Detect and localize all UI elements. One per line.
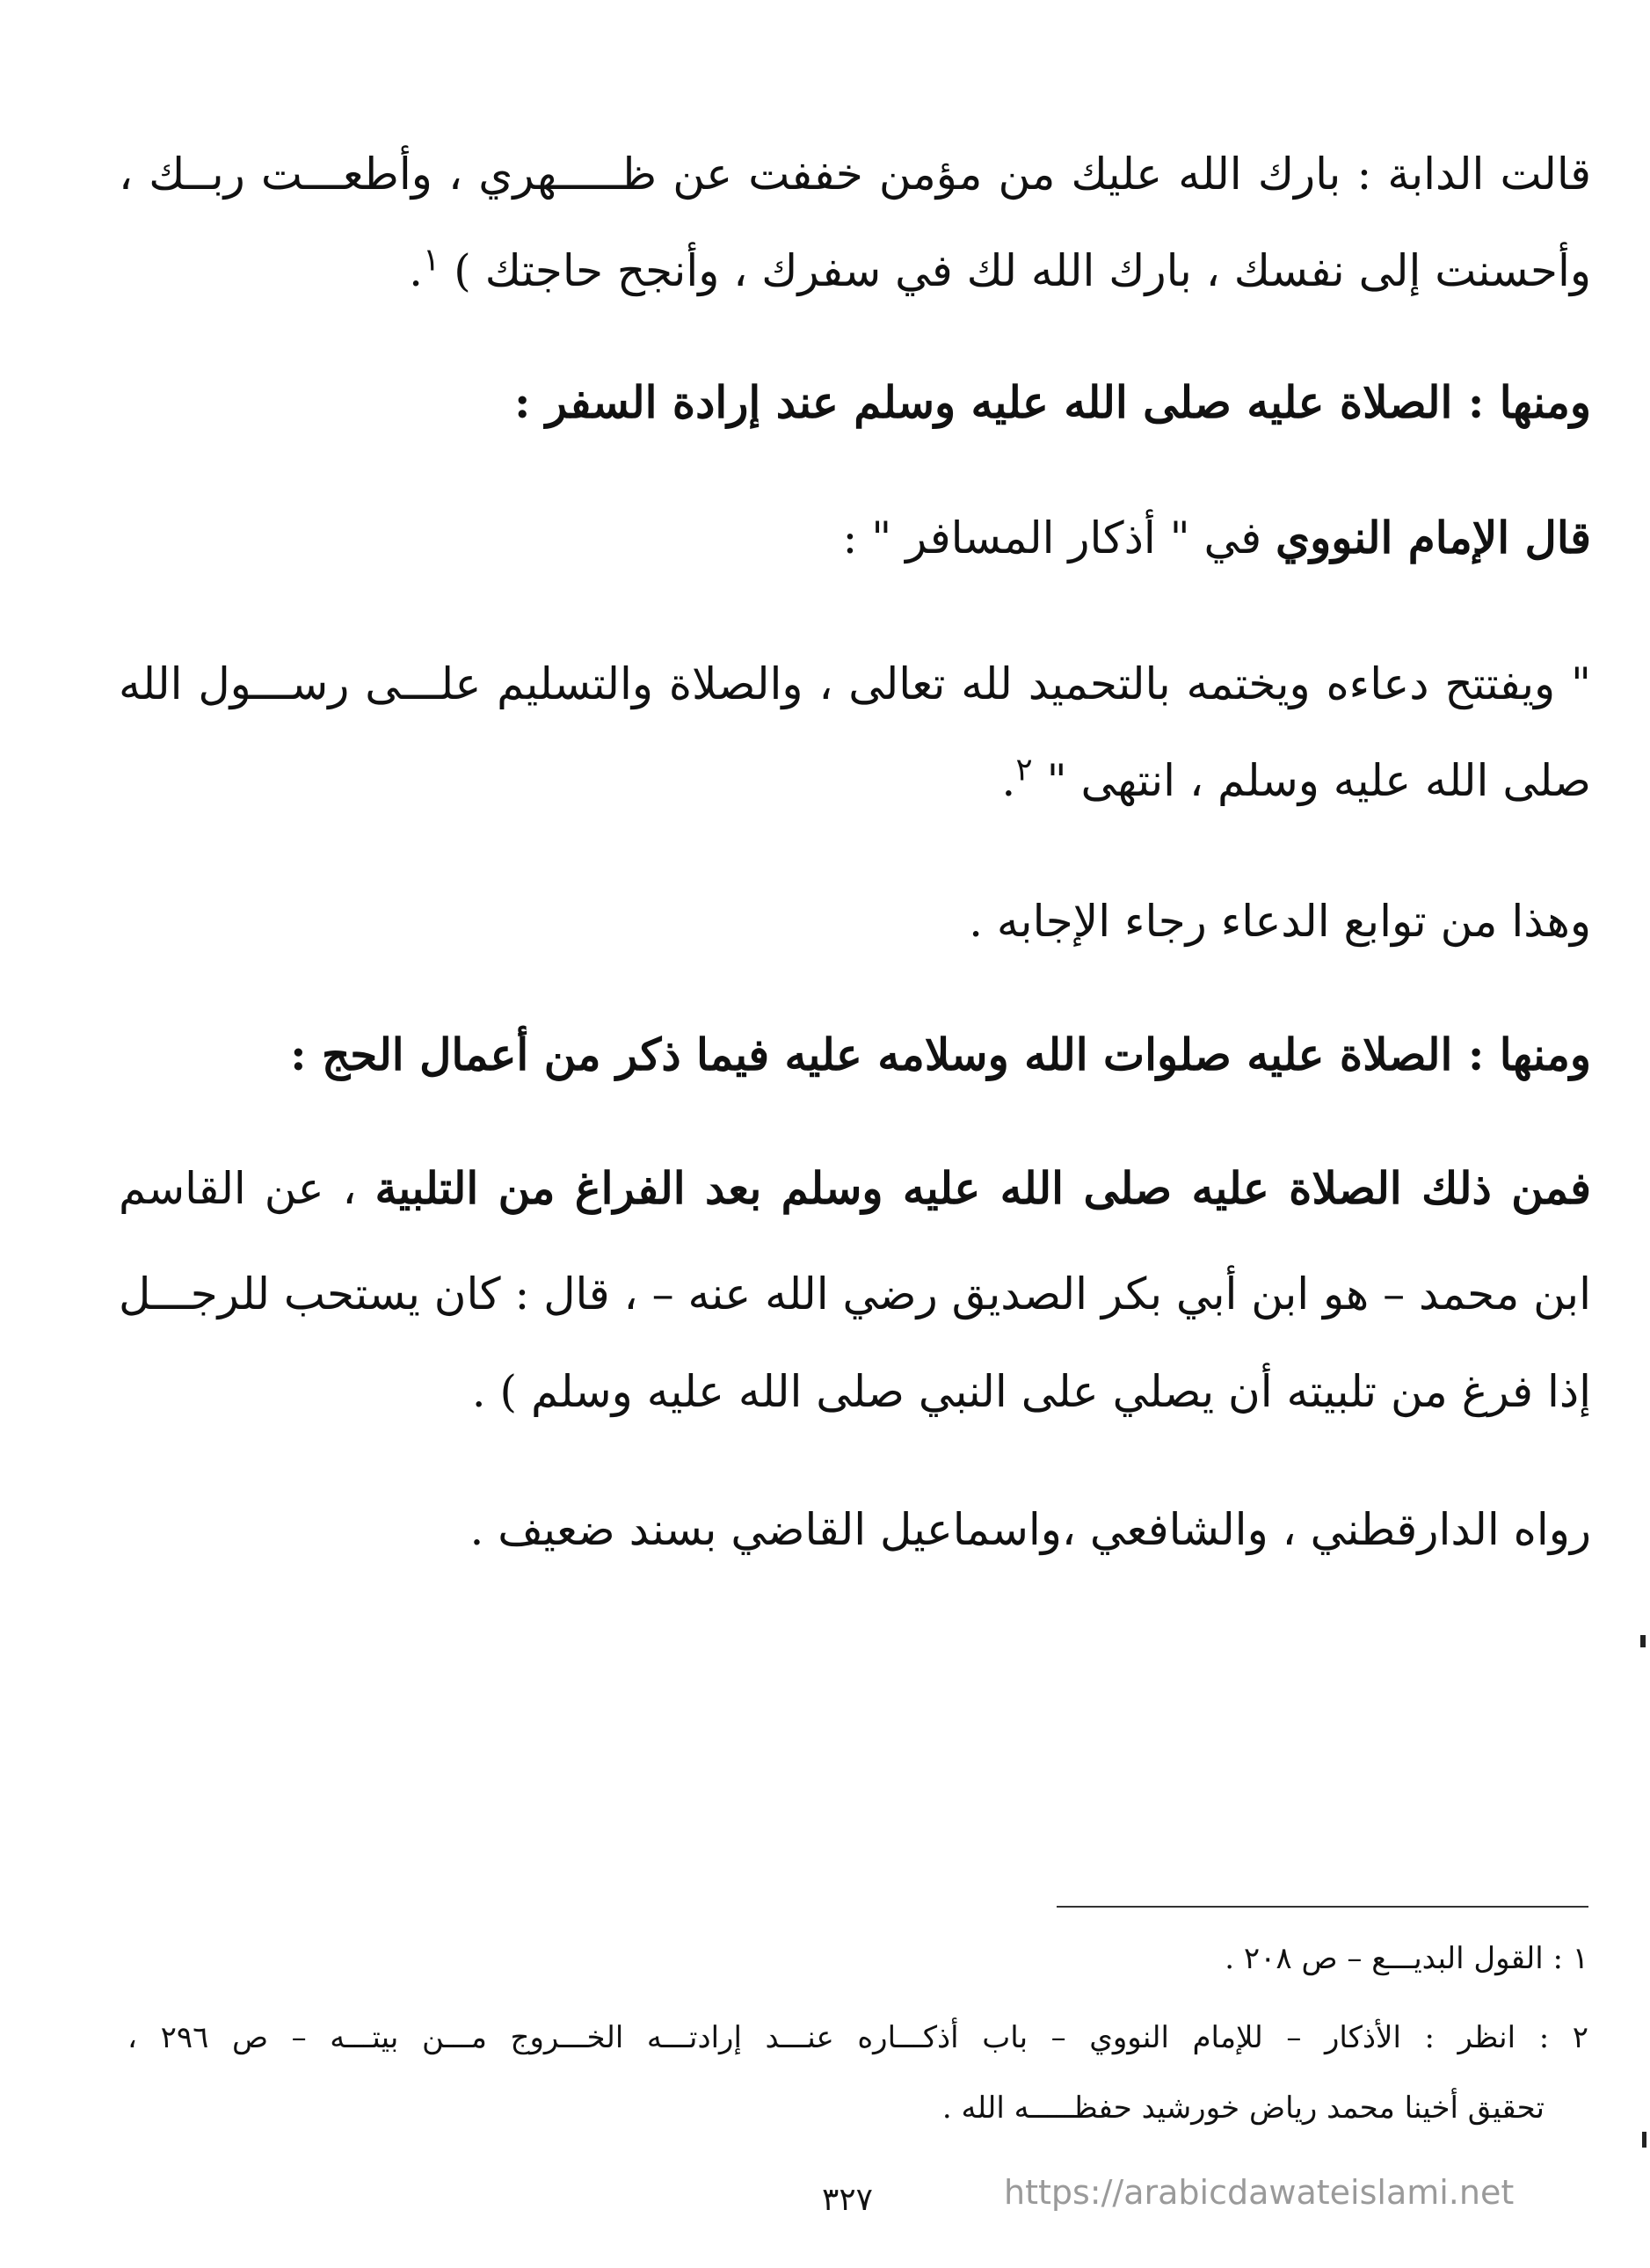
hadith-line-3: إذا فرغ من تلبيته أن يصلي على النبي صلى الله عليه وسلم ) . [471, 1366, 1591, 1417]
heading-travel-salutation: ومنها : الصلاة عليه صلى الله عليه وسلم عند إرادة السفر : [514, 376, 1591, 428]
nawawi-quote-intro [843, 512, 1591, 564]
quote-line-2-text: صلى الله عليه وسلم ، انتهى " [1046, 755, 1591, 806]
quote-line-2-end: . [1001, 755, 1016, 806]
footnote-ref-2[interactable]: ٢ [1015, 752, 1033, 789]
talbiya-line-normal: ، عن القاسم [119, 1163, 357, 1214]
quote-line-1: " ويفتتح دعاءه ويختمه بالتحميد لله تعالى ، والصلاة والتسليم علـــى رســـول الله [119, 658, 1591, 709]
page-number: ٣٢٧ [822, 2182, 874, 2218]
paragraph-line-2 [409, 244, 1591, 297]
footnote-ref-1[interactable]: ١ [423, 242, 440, 279]
footnote-2: ٢ : انظر : الأذكار – للإمام النووي – باب أذكـــاره عنـــد إرادتـــه الخـــروج مـــن بيتـــه – ص ٢٩٦ ، [127, 2020, 1589, 2055]
source-watermark: https://arabicdawateislami.net [1004, 2173, 1515, 2212]
paragraph-line-2-end: . [409, 245, 424, 296]
paragraph-line-1: قالت الدابة : بارك الله عليك من مؤمن خففت عن ظـــــهري ، وأطعـــت ربــك ، [119, 149, 1591, 200]
narration-note: رواه الدارقطني ، والشافعي ،واسماعيل القاضي بسند ضعيف . [469, 1504, 1591, 1555]
footnote-separator [1057, 1906, 1588, 1908]
nawawi-quote-intro-bold: قال الإمام النووي [1276, 512, 1591, 563]
footnote-2-continued: تحقيق أخينا محمد رياض خورشيد حفظـــــه الله . [941, 2090, 1545, 2126]
paragraph-line-2-text: وأحسنت إلى نفسك ، بارك الله لك في سفرك ، وأنجح حاجتك ) [454, 245, 1591, 296]
quote-line-2 [1001, 754, 1591, 807]
talbiya-line [119, 1162, 1591, 1215]
nawawi-quote-intro-normal: في " أذكار المسافر " : [842, 512, 1262, 563]
footnote-1: ١ : القول البديـــع – ص ٢٠٨ . [1225, 1941, 1588, 1976]
scan-edge-mark-1 [1640, 1635, 1646, 1647]
talbiya-line-bold: فمن ذلك الصلاة عليه صلى الله عليه وسلم بعد الفراغ من التلبية [374, 1162, 1591, 1214]
scan-edge-mark-2 [1642, 2132, 1646, 2148]
heading-hajj-salutation: ومنها : الصلاة عليه صلوات الله وسلامه عليه فيما ذكر من أعمال الحج : [290, 1029, 1591, 1080]
paragraph-supplication: وهذا من توابع الدعاء رجاء الإجابه . [969, 896, 1591, 947]
hadith-line-2: ابن محمد – هو ابن أبي بكر الصديق رضي الله عنه – ، قال : كان يستحب للرجـــل [118, 1268, 1591, 1319]
